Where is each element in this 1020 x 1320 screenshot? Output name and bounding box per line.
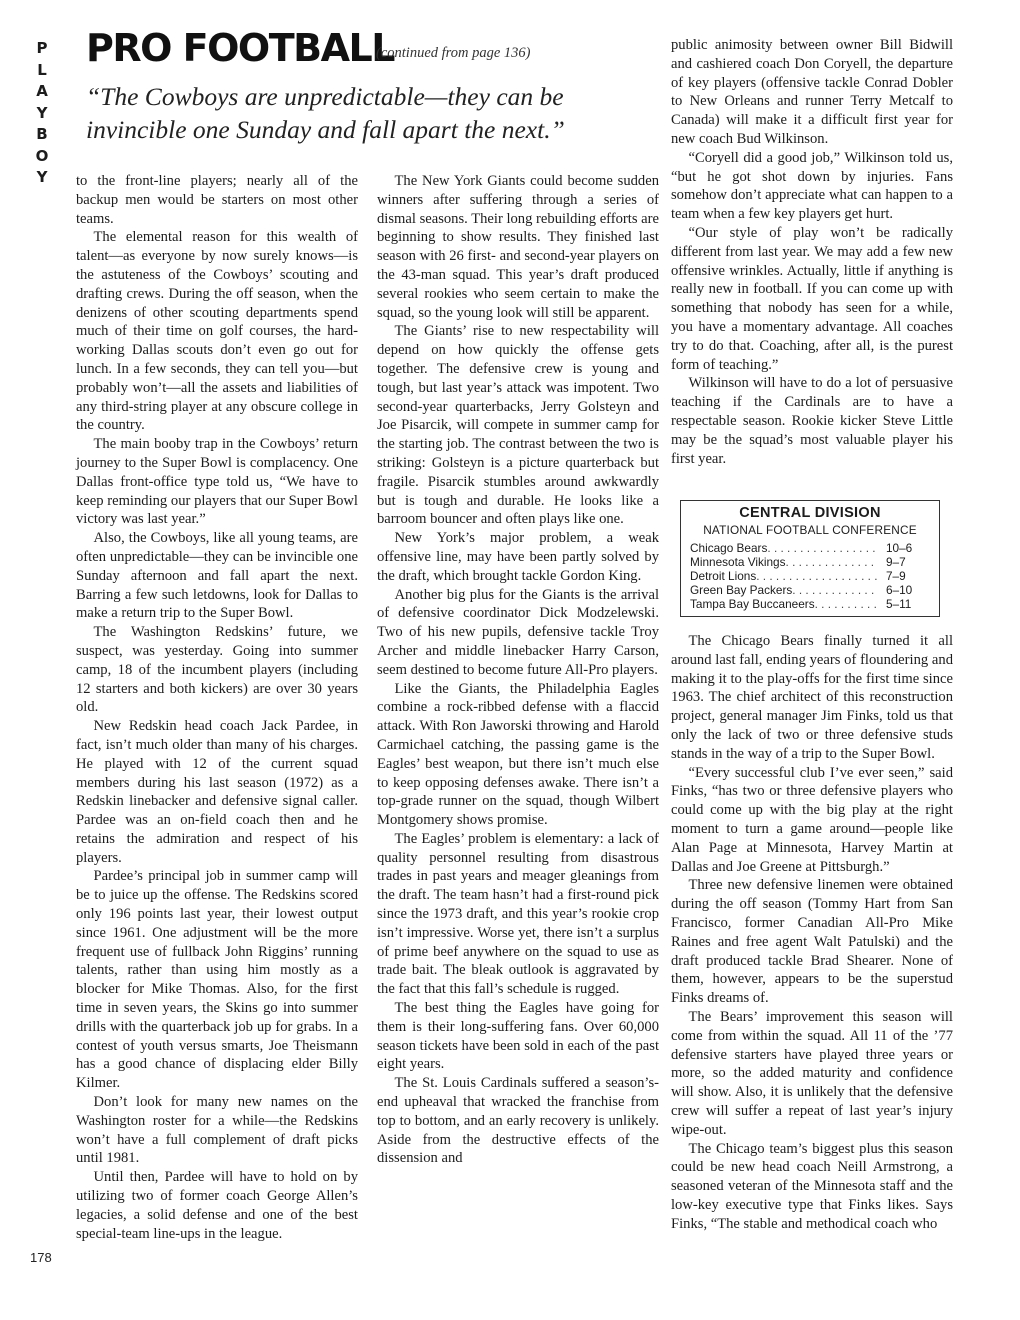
leader-dots — [815, 597, 878, 611]
standings-box — [680, 500, 940, 617]
team-name: Tampa Bay Buccaneers — [690, 597, 815, 611]
paragraph: The Chicago Bears finally turned it all around last fall, ending years of floundering and making it to the play-offs for the first time since 1963. The chief architect of this reconstruction project, general manager Jim Finks, told us that only the lack of two or three defensive studs stands in the way of a trip to the Super Bowl. — [671, 633, 953, 762]
magazine-masthead — [31, 38, 53, 189]
masthead-letter: B — [36, 125, 48, 143]
paragraph: Like the Giants, the Philadelphia Eagles combine a rock-ribbed defense with a flaccid attack. With Ron Jaworski throwing and Harold Carmichael catching, the passing game is the Eagles’ best weapon, but there isn’t much else to keep opposing defenses awake. There isn’t a top-grade runner on the squad, though Wilbert Montgomery shows promise. — [377, 680, 659, 829]
continued-note: (continued from page 136) — [376, 45, 531, 61]
team-record: 5–11 — [886, 597, 912, 611]
paragraph: Don’t look for many new names on the Washington roster for a while—the Redskins won’t have a full complement of draft picks until 1981. — [76, 1094, 358, 1167]
article-column-3-top — [671, 36, 953, 468]
paragraph: New Redskin head coach Jack Pardee, in fact, isn’t much older than many of his charges. He played with 12 of the current squad members during his last season (1972) as a Redskin linebacker and defensive signal caller. Pardee was an on-field coach then and he retains the admiration and respect of his players. — [76, 718, 358, 866]
paragraph: Another big plus for the Giants is the arrival of defensive coordinator Dick Modzelewski. Two of his new pupils, defensive tackle Troy Archer and middle linebacker Harry Carson, seem destined to become future All-Pro players. — [377, 586, 659, 678]
paragraph: Until then, Pardee will have to hold on by utilizing two of former coach George Allen’s legacies, a solid defense and one of the best special-team line-ups in the league. — [76, 1169, 358, 1242]
standings-row — [690, 597, 930, 611]
paragraph: “Our style of play won’t be radically different from last year. We may add a few new offensive wrinkles. Actually, little if anything is really new in football. If you can come up with something that nobody has seen for a while, you have a momentary advantage. All coaches try to do that. Coaching, after all, is the purest form of teaching.” — [671, 224, 953, 373]
team-name: Green Bay Packers — [690, 583, 793, 597]
paragraph: Three new defensive linemen were obtained during the off season (Tommy Hart from San Francisco, former Canadian All-Pro Mike Raines and free agent Walt Patulski) and the draft produced tackle Brad Shearer. None of them, however, appears to be the superstud Finks dreams of. — [671, 877, 953, 1007]
leader-dots — [792, 583, 878, 597]
masthead-letter: Y — [36, 103, 48, 122]
standings-row — [690, 583, 930, 597]
paragraph: The St. Louis Cardinals suffered a season’s-end upheaval that wracked the franchise from top to bottom, and an early recovery is unlikely. Aside from the destructive effects of the dissension and — [377, 1075, 659, 1167]
masthead-letter: A — [36, 82, 48, 100]
paragraph: The best thing the Eagles have going for them is their long-suffering fans. Over 60,000 season tickets have been sold in each of the past eight years. — [377, 1000, 659, 1073]
standings-subtitle: NATIONAL FOOTBALL CONFERENCE — [703, 523, 917, 537]
paragraph: New York’s major problem, a weak offensive line, may have been partly solved by the draft, which brought tackle Gordon King. — [377, 530, 659, 584]
team-name: Chicago Bears — [690, 541, 768, 555]
article-column-1 — [76, 172, 358, 1243]
leader-dots — [767, 541, 878, 555]
masthead-letter: Y — [36, 168, 48, 186]
article-column-3-bottom — [671, 632, 953, 1234]
team-record: 7–9 — [886, 569, 906, 583]
paragraph: “Coryell did a good job,” Wilkinson told us, “but he got shot down by injuries. Fans somehow don’t appreciate what can happen to a team when a few key players get hurt. — [671, 149, 953, 223]
team-record: 6–10 — [886, 583, 913, 597]
paragraph: to the front-line players; nearly all of the backup men would be starters on most other teams. — [76, 173, 358, 227]
standings-row — [690, 569, 930, 583]
masthead-letter: L — [37, 60, 47, 79]
standings-row — [690, 555, 930, 569]
section-title: PRO FOOTBALL — [86, 26, 394, 70]
team-name: Detroit Lions — [690, 569, 757, 583]
leader-dots — [756, 569, 878, 583]
paragraph: The Washington Redskins’ future, we suspect, was yesterday. Going into summer camp, 18 of the incumbent players (including 12 starters and both kickers) are over 30 years old. — [76, 624, 358, 716]
team-name: Minnesota Vikings — [690, 555, 786, 569]
team-record: 9–7 — [886, 555, 906, 569]
masthead-letter: O — [35, 146, 49, 165]
paragraph: The Eagles’ problem is elementary: a lack of quality personnel resulting from disastrous trades in past years and meager gleanings from the draft. The team hasn’t had a first-round pick since the 1973 draft, and this year’s rookie crop isn’t impressive. Worse yet, there isn’t a surplus of prime beef anywhere on the squad to use as trade bait. The bleak outlook is aggravated by the fact that this fall’s schedule is rugged. — [377, 830, 659, 998]
paragraph: “Every successful club I’ve ever seen,” said Finks, “has two or three defensive players who could come up with the big play at the right moment to turn a game around—people like Alan Page at Minnesota, Harvey Martin at Dallas and Joe Greene at Pittsburgh.” — [671, 764, 953, 875]
paragraph: The elemental reason for this wealth of talent—as everyone by now surely knows—is the astuteness of the Cowboys’ scouting and drafting crews. During the off season, when the denizens of other scouting departments spend much of their time on golf courses, the hard-working Dallas scouts don’t even go out for lunch. In a few seconds, they can tell you—but probably won’t—all the assets and liabilities of any third-string player at any obscure college in the country. — [76, 229, 358, 434]
masthead-letter: P — [36, 39, 48, 57]
article-column-2 — [377, 172, 659, 1168]
pull-quote: “The Cowboys are unpredictable—they can be invincible one Sunday and fall apart the next.” — [86, 82, 565, 144]
paragraph: The main booby trap in the Cowboys’ return journey to the Super Bowl is complacency. One Dallas front-office type told us, “We have to keep reminding our players that our Super Bowl victory was last year.” — [76, 436, 358, 528]
paragraph: The Bears’ improvement this season will come from within the squad. All 11 of the ’77 defensive starters have played three years or more, so the added maturity and confidence will show. Also, it is unlikely that the defensive crew will suffer a repeat of last year’s injury wipe-out. — [671, 1008, 953, 1138]
team-record: 10–6 — [886, 541, 913, 555]
paragraph: public animosity between owner Bill Bidwill and cashiered coach Don Coryell, the departure of key players (offensive tackle Conrad Dobler to New Orleans and runner Terry Metcalf to Canada) will make it a difficult first year for new coach Bud Wilkinson. — [671, 37, 953, 147]
leader-dots — [786, 555, 878, 569]
paragraph: Also, the Cowboys, like all young teams, are often unpredictable—they can be invincible one Sunday afternoon and fall apart the next. Barring a few such letdowns, look for Dallas to make a return trip to the Super Bowl. — [76, 530, 358, 622]
paragraph: The New York Giants could become sudden winners after suffering through a series of dismal seasons. Their long rebuilding efforts are beginning to show results. They finished last season with 26 first- and second-year players on the 43-man squad. This year’s draft produced several rookies who seem certain to make the squad, so the young look will still be apparent. — [377, 173, 659, 321]
paragraph: Pardee’s principal job in summer camp will be to juice up the offense. The Redskins scored only 196 points last year, their lowest output since 1961. One adjustment will be the more frequent use of fullback John Riggins’ running talents, rather than using him mostly as a blocker for Mike Thomas. Also, for the first time in seven years, the Skins go into summer drills with the quarterback job up for grabs. In a contest of youth versus smarts, Joe Theismann has a good chance of displacing elder Billy Kilmer. — [76, 868, 358, 1092]
paragraph: The Chicago team’s biggest plus this season could be new head coach Neill Armstrong, a seasoned veteran of the Minnesota staff and the low-key executive type that Finks likes. Says Finks, “The stable and methodical coach who — [671, 1140, 953, 1232]
paragraph: The Giants’ rise to new respectability will depend on how quickly the offense gets together. The defensive crew is young and tough, but last year’s attack was impotent. Two second-year quarterbacks, Jerry Golsteyn and Joe Pisarcik, will compete in summer camp for the starting job. The contrast between the two is striking: Golsteyn is a picture quarterback but fragile. Pisarcik stumbles around awkwardly but is tough and durable. He looks like a barroom bouncer and often plays like one. — [377, 323, 659, 528]
standings-title: CENTRAL DIVISION — [739, 505, 881, 521]
standings-row — [690, 541, 930, 555]
page-number: 178 — [30, 1250, 52, 1265]
paragraph: Wilkinson will have to do a lot of persuasive teaching if the Cardinals are to have a respectable season. Rookie kicker Steve Little may be the squad’s most valuable player his first year. — [671, 375, 953, 467]
